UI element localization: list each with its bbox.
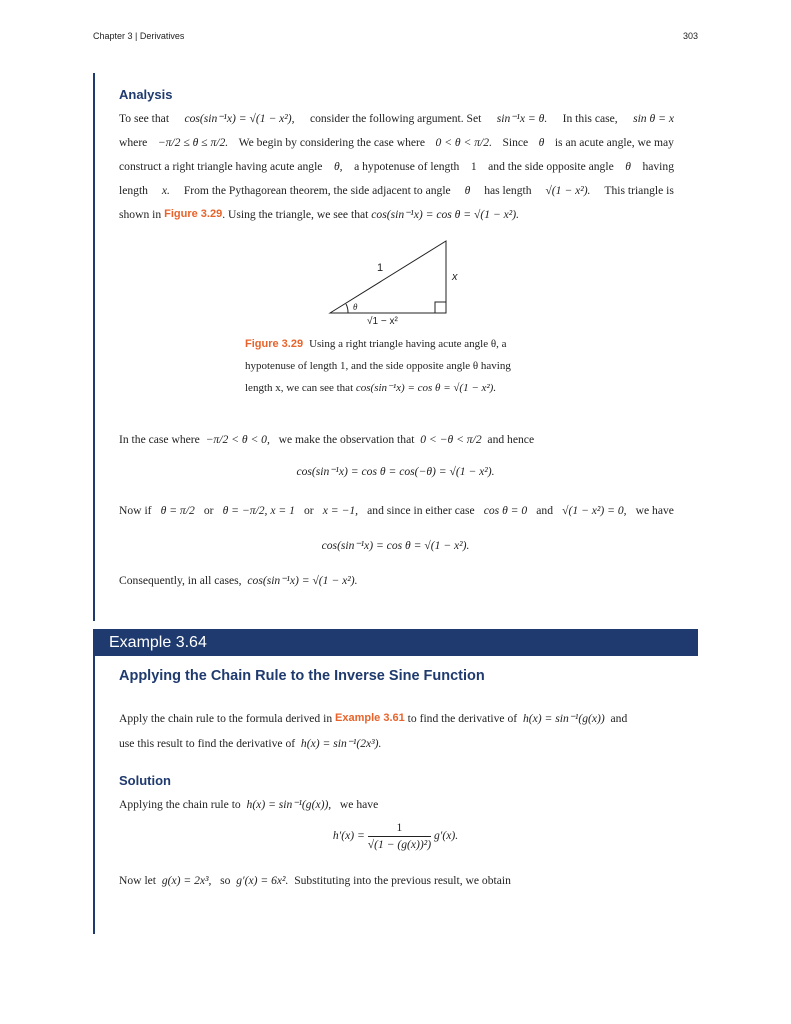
- case-edge-line: Now if θ = π/2 or θ = −π/2, x = 1 or x = −1, and since in either case cos θ = 0 and √(1 − x²) = 0, we have: [119, 503, 674, 517]
- solution-heading: Solution: [119, 773, 171, 788]
- example-number: Example 3.64: [109, 634, 207, 651]
- derivative-fraction: $\frac{1}{\text{√(1 − (g(x))²)}}$: [367, 821, 432, 851]
- angle-label: θ: [353, 302, 358, 312]
- hypotenuse-label: 1: [377, 262, 384, 274]
- solution-line-1: Applying the chain rule to h(x) = sin⁻¹(g(x)), we have: [119, 797, 379, 811]
- case-neg-line: In the case where −π/2 < θ < 0, we make the observation that 0 < −θ < π/2 and hence: [119, 432, 535, 446]
- chapter-header: Chapter 3 | Derivatives: [93, 31, 185, 41]
- derivative-formula: h′(x) = $\frac{1}{\text{√(1 − (g(x))²)}} g'(x)$.: [332, 821, 459, 851]
- figure-caption-label: Figure 3.29: [245, 338, 304, 350]
- example-rule: [93, 656, 95, 934]
- case-edge-equation: cos(sin⁻¹x) = cos θ = √(1 − x²).: [321, 539, 470, 552]
- figure-3-29-link[interactable]: Figure 3.29: [164, 208, 223, 220]
- example-p1: Apply the chain rule to the formula derived in Example 3.61 to find the derivative of h(x) = sin⁻¹(g(x)) and: [119, 711, 628, 725]
- case-neg-equation: cos(sin⁻¹x) = cos θ = cos(−θ) = √(1 − x²).: [296, 465, 495, 478]
- example-title: Applying the Chain Rule to the Inverse Sine Function: [119, 668, 485, 684]
- right-angle-marker: [435, 302, 446, 313]
- page-number: 303: [682, 31, 698, 41]
- analysis-line-1: To see that cos(sin⁻¹x) = √(1 − x²), consider the following argument. Set sin⁻¹x = θ. In this case, sin θ = x: [119, 111, 674, 125]
- conclusion-line: Consequently, in all cases, cos(sin⁻¹x) = √(1 − x²).: [119, 573, 358, 587]
- analysis-line-5: shown in Figure 3.29 . Using the triangle, we see that cos(sin⁻¹x) = cos θ = √(1 − x²).: [119, 207, 520, 221]
- analysis-line-3: construct a right triangle having acute angle θ, a hypotenuse of length 1 and the side opposite angle θ having: [119, 159, 674, 173]
- opposite-label: x: [452, 271, 458, 283]
- solution-line-2: Now let g(x) = 2x³, so g′(x) = 6x². Substituting into the previous result, we obtain: [119, 873, 511, 887]
- analysis-line-4: length x. From the Pythagorean theorem, the side adjacent to angle θ has length √(1 − x²). This triangle is: [119, 183, 674, 197]
- figure-caption: Figure 3.29 Using a right triangle having acute angle θ, a hypotenuse of length 1, and the side opposite angle θ having length x, we can see that cos(sin⁻¹x) = cos θ = √(1 − x²).: [245, 338, 511, 394]
- example-3-61-link[interactable]: Example 3.61: [335, 712, 405, 724]
- analysis-line-2: where −π/2 ≤ θ ≤ π/2. We begin by considering the case where 0 < θ < π/2. Since θ is an acute angle, we may: [119, 135, 674, 149]
- example-p2: use this result to find the derivative of h(x) = sin⁻¹(2x³).: [119, 736, 382, 750]
- triangle-shape: [330, 241, 446, 313]
- analysis-heading: Analysis: [119, 87, 173, 102]
- adjacent-label: √1 − x²: [367, 316, 398, 327]
- example-bar: [93, 629, 698, 656]
- angle-arc: [346, 304, 348, 313]
